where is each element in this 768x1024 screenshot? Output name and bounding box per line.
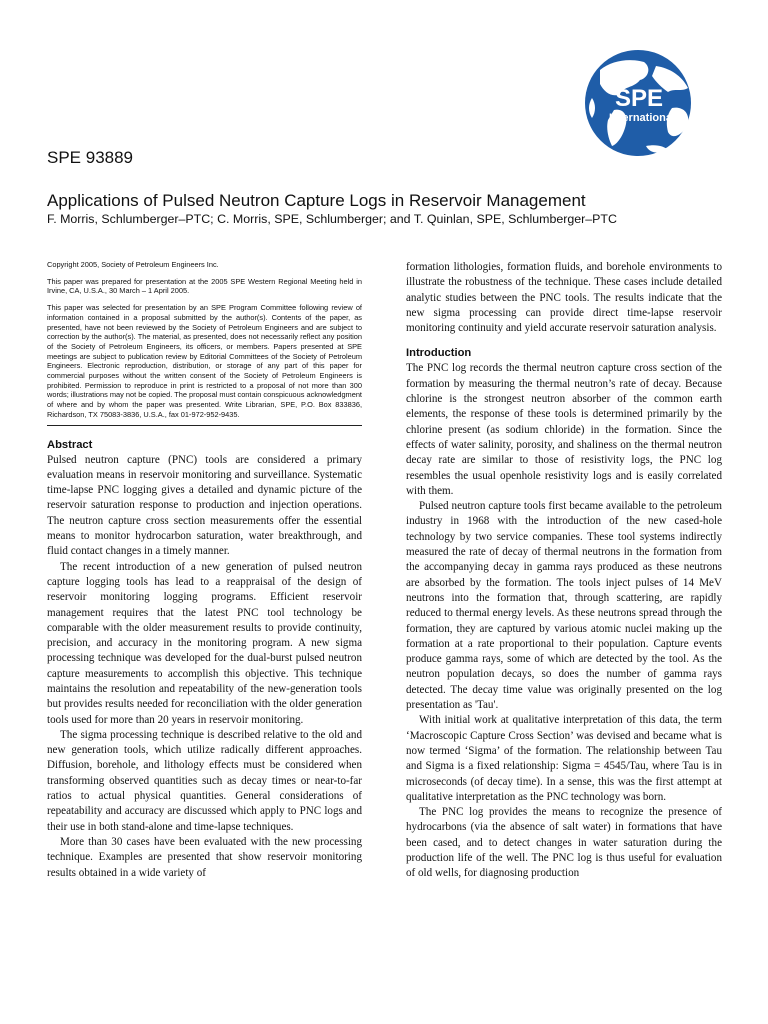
introduction-paragraph: With initial work at qualitative interpretation of this data, the term ‘Macroscopic Capture Cross Section’ was devised and became what is now termed ‘Sigma’ of the formation. The relationship between Tau and Sigma is a fixed relationship: Sigma = 4545/Tau, where Tau is in microseconds (of decay time). In a sense, this was the first attempt at qualitative interpretation as the PNC technology was born. — [406, 714, 722, 803]
paper-authors: F. Morris, Schlumberger–PTC; C. Morris, SPE, Schlumberger; and T. Quinlan, SPE, Schlumberger–PTC — [47, 212, 617, 226]
selection-disclaimer: This paper was selected for presentation by an SPE Program Committee following review of information contained in a proposal submitted by the author(s). Contents of the paper, as presented, have not been reviewed by the Society of Petroleum Engineers and are subject to correction by the author(s). The material, as presented, does not necessarily reflect any position of the Society of Petroleum Engineers, its officers, or members. Papers presented at SPE meetings are subject to publication review by Editorial Committees of the Society of Petroleum Engineers. Electronic reproduction, distribution, or storage of any part of this paper for commercial purposes without the written consent of the Society of Petroleum Engineers is prohibited. Permission to reproduce in print is restricted to a proposal of not more than 300 words; illustrations may not be copied. The proposal must contain conspicuous acknowledgment of where and by whom the paper was presented. Write Librarian, SPE, P.O. Box 833836, Richardson, TX 75083-3836, U.S.A., fax 01-972-952-9435. — [47, 303, 362, 419]
introduction-heading: Introduction — [406, 347, 472, 360]
spe-international-logo — [552, 48, 728, 158]
abstract-heading: Abstract — [47, 438, 93, 451]
paper-title: Applications of Pulsed Neutron Capture Logs in Reservoir Management — [47, 191, 586, 210]
abstract-paragraph: Pulsed neutron capture (PNC) tools are considered a primary evaluation means in reservoir monitoring and surveillance. Systematic time-lapse PNC logging gives a detailed and dynamic picture of the reservoir saturation response to production and injection operations. The neutron capture cross section measurements offer the essential means to monitor hydrocarbon saturation, water breakthrough, and fluid contact changes in a timely manner. — [47, 453, 362, 558]
introduction-paragraph: The PNC log provides the means to recognize the presence of hydrocarbons (via the absence of salt water) in formations that have been cased, and to detect changes in water saturation during the production life of the well. The PNC log is thus useful for evaluation of old wells, for diagnosing production — [406, 806, 722, 880]
right-column — [406, 260, 722, 882]
logo-spe-text: SPE — [614, 85, 664, 112]
abstract-paragraph: More than 30 cases have been evaluated with the new processing technique. Examples are presented that show reservoir monitoring results obtained in a wide variety of — [47, 835, 362, 879]
introduction-paragraph: The PNC log records the thermal neutron capture cross section of the formation by measuring the thermal neutron’s rate of decay. Because chlorine is the strongest neutron absorber of the common earth elements, the response of these tools is determined primarily by the chlorine present (as sodium chloride) in the formation. Since the effects of water salinity, porosity, and shaliness on the thermal neutron decay rate are similar to those of resistivity logs, the PNC log resembles the usual openhole resistivity logs and is easily correlated with them. — [406, 362, 722, 497]
left-column — [47, 260, 362, 881]
copyright-line: Copyright 2005, Society of Petroleum Engineers Inc. — [47, 260, 219, 269]
paper-id: SPE 93889 — [47, 148, 134, 167]
abstract-paragraph: The recent introduction of a new generation of pulsed neutron capture logging tools has lead to a reappraisal of the design of reservoir monitoring logging programs. Efficient reservoir management requires that the latest PNC tool technology be comparable with the older measurement results to provide continuity, precision, and accuracy in the monitoring program. A new sigma processing technique was developed for the dual-burst pulsed neutron capture measurements to accomplish this objective. This technique maintains the resolution and repeatability of the new-generation tools but provides results needed for reconciliation with the older generation tools used for more than 20 years in reservoir monitoring. — [47, 560, 362, 726]
abstract-paragraph: The sigma processing technique is described relative to the old and new generation tools, which utilize radically different approaches. Diffusion, borehole, and lithology effects must be considered when transforming observed quantities such as decay times or near-to-far ratios to actual physical quantities. General considerations of repeatability and accuracy are discussed which apply to PNC logs and their use in both stand-alone and time-lapse techniques. — [47, 728, 362, 833]
copyright-divider — [47, 425, 362, 426]
presentation-note: This paper was prepared for presentation at the 2005 SPE Western Regional Meeting held in Irvine, CA, U.S.A., 30 March – 1 April 2005. — [47, 276, 362, 296]
logo-international-text: International — [608, 112, 676, 124]
abstract-section — [47, 438, 362, 881]
introduction-paragraph: Pulsed neutron capture tools first became available to the petroleum industry in 1968 with the introduction of the new cased-hole technology by two service companies. These tool systems indirectly measured the rate of decay of thermal neutrons in the formation from the accompanying decay in gamma rays produced as these neutrons are absorbed by the formation. The tools inject pulses of 14 MeV neutrons into the formation that, through scattering, are rapidly reduced to thermal energy levels. As these neutrons spread through the formation, they are captured by various atomic nuclei making up the formation at a rate proportional to their population. Capture events produce gamma rays, some of which are detected by the tool. As the neutron population decays, so does the number of gamma rays detected. The decay time value was originally presented on the log presentation as 'Tau'. — [406, 500, 722, 712]
abstract-paragraph-continued: formation lithologies, formation fluids, and borehole environments to illustrate the robustness of the technique. These cases include detailed analytic studies between the PNC tools. The results indicate that the new sigma processing can provide direct time-lapse reservoir monitoring continuity and yield accurate reservoir saturation analysis. — [406, 261, 722, 335]
